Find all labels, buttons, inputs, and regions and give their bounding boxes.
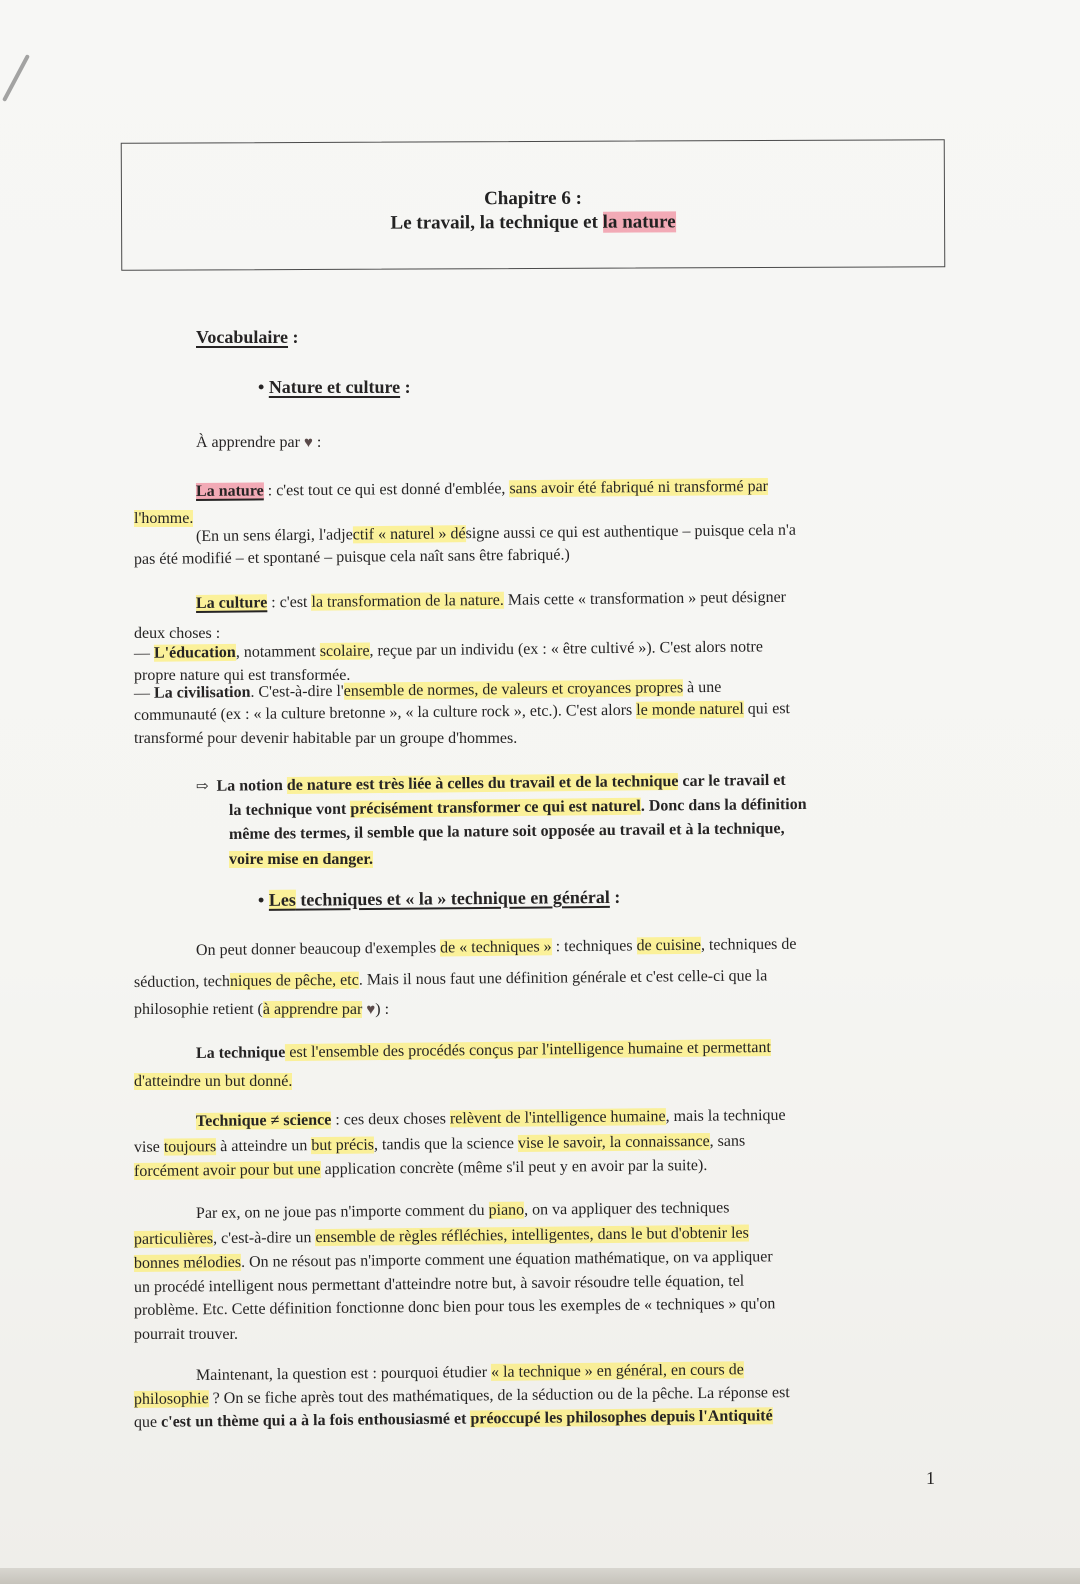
culture-civilisation-line3: transformé pour devenir habitable par un groupe d'hommes. (134, 730, 518, 747)
highlight: la transformation de la nature. (311, 591, 504, 611)
text: même des termes, il semble que la nature soit opposée au travail et à la technique, (228, 820, 785, 843)
text: application concrète (même s'il peut y en avoir par la suite). (320, 1156, 708, 1179)
text: à une (683, 678, 722, 697)
learn-text: À apprendre par (196, 434, 304, 451)
section-heading-nature-culture (258, 377, 411, 397)
culture-civilisation-line2 (134, 699, 790, 726)
term-civilisation: La civilisation (153, 683, 251, 702)
scan-edge (0, 1568, 1080, 1584)
technique-vs-science-line3 (134, 1156, 708, 1182)
highlight: à apprendre par (262, 1001, 363, 1018)
bold-text: c'est un thème qui a à la fois enthousiasmé et (161, 1410, 471, 1431)
text: Mais cette « transformation » peut désigner (503, 588, 787, 609)
highlight: relèvent de l'intelligence humaine (449, 1108, 666, 1128)
term-culture: La culture (195, 594, 268, 612)
text: : techniques (551, 937, 637, 956)
vocab-heading-text: Vocabulaire (196, 327, 289, 347)
highlight: piano (488, 1201, 525, 1219)
text: La notion (216, 777, 287, 795)
text: , notamment (235, 643, 320, 661)
highlight: Les (268, 889, 296, 910)
culture-education-line2: propre nature qui est transformée. (134, 667, 351, 684)
section-heading-text (269, 887, 610, 910)
highlight: d'atteindre un but donné. (134, 1073, 293, 1090)
heart-icon: ♥ (303, 435, 313, 451)
vocab-heading (196, 327, 299, 347)
nature-definition-line3 (196, 521, 796, 547)
pen-mark (2, 54, 30, 102)
highlight: de nature est très liée à celles du travail et de la technique (286, 772, 679, 795)
learn-by-heart-note (196, 433, 321, 453)
highlight: but précis (311, 1136, 375, 1155)
colon: : (609, 886, 621, 907)
highlight: de cuisine (636, 936, 702, 955)
techniques-intro-line2 (134, 966, 767, 993)
term-education: L'éducation (153, 643, 236, 662)
text: . C'est-à-dire l' (250, 682, 344, 701)
example-line3 (134, 1247, 773, 1274)
text: ? On se fiche après tout des mathématiques, de la séduction ou de la pêche. La réponse est (208, 1384, 790, 1408)
technique-definition-line2 (134, 1072, 292, 1092)
highlight: est l'ensemble des procédés conçus par l'intelligence humaine et permettant (285, 1038, 771, 1062)
chapter-number: Chapitre 6 : (484, 187, 582, 210)
highlight: philosophie (133, 1390, 209, 1408)
colon: : (400, 377, 411, 397)
highlight: scolaire (319, 642, 370, 661)
technique-definition-line1 (196, 1038, 771, 1064)
text: séduction, tech (133, 972, 231, 991)
bullet-icon: • (257, 889, 265, 910)
text: techniques et « la » technique en général (295, 886, 610, 910)
highlight: voire mise en danger. (229, 851, 373, 868)
question-line2 (134, 1383, 790, 1410)
highlight: de « techniques » (440, 938, 552, 957)
highlight: particulières (133, 1230, 214, 1248)
text: , tandis que la science (373, 1134, 518, 1154)
colon: : (288, 327, 299, 347)
text: : ces deux choses (331, 1110, 451, 1129)
highlight: ensemble de règles réfléchies, intelligentes, dans le but d'obtenir les (315, 1224, 749, 1247)
text: la technique vont (228, 800, 351, 819)
highlight: l'homme. (134, 510, 194, 527)
arrow-right-icon: ⇨ (195, 778, 209, 795)
text: . Donc dans la définition (640, 795, 807, 815)
highlight: toujours (163, 1138, 217, 1156)
example-line4: un procédé intelligent nous permettant d'atteindre notre but, à savoir résoudre telle équation, tel (133, 1272, 745, 1296)
section-heading-techniques (258, 887, 620, 910)
highlight: bonnes mélodies (133, 1253, 242, 1272)
text: ) : (375, 1001, 390, 1018)
highlight: vise le savoir, la connaissance (517, 1132, 710, 1152)
term-technique-vs-science: Technique ≠ science (195, 1111, 332, 1130)
text: philosophie retient ( (134, 1001, 263, 1018)
text: , mais la technique (665, 1106, 786, 1126)
text: vise (133, 1138, 164, 1156)
chapter-title-text: Le travail, la technique et (390, 211, 603, 234)
conclusion-line4 (229, 850, 373, 870)
techniques-intro-line1 (196, 935, 797, 961)
highlight: le monde naturel (636, 700, 744, 719)
section-heading-text: Nature et culture (268, 377, 401, 397)
text: . Mais il nous faut une définition générale et c'est celle-ci que la (358, 967, 768, 989)
question-line3 (134, 1406, 773, 1433)
text: , reçue par un individu (ex : « être cultivé »). C'est alors notre (369, 638, 764, 660)
chapter-title-highlight: la nature (602, 211, 676, 233)
techniques-intro-line3 (134, 1000, 389, 1020)
example-line6: pourrait trouver. (134, 1326, 238, 1343)
bullet-icon: • (258, 377, 265, 397)
technique-vs-science-line1 (196, 1106, 786, 1132)
text: signe aussi ce qui est authentique – puisque cela n'a (465, 521, 797, 543)
term-technique: La technique (195, 1044, 286, 1062)
highlight: forcément avoir pour but une (133, 1161, 321, 1180)
text: Par ex, on ne joue pas n'importe comment du (195, 1201, 489, 1222)
page-number: 1 (926, 1468, 935, 1488)
text: qui est (743, 700, 791, 718)
example-line1 (196, 1198, 730, 1224)
nature-definition-line1 (196, 477, 768, 502)
text: , techniques de (700, 935, 797, 954)
nature-definition-line2 (134, 509, 193, 529)
text: à atteindre un (216, 1137, 312, 1156)
text: , sans (709, 1132, 746, 1150)
text: . On ne résout pas n'importe comment une équation mathématique, on va appliquer (240, 1248, 773, 1271)
conclusion-line1 (196, 771, 786, 797)
text: : c'est (267, 593, 312, 612)
term-nature: La nature (195, 482, 264, 500)
text: car le travail et (678, 771, 786, 790)
text: : c'est tout ce qui est donné d'emblée, (263, 480, 510, 500)
highlight: sans avoir été fabriqué ni transformé par (509, 478, 769, 498)
dash: — (133, 644, 155, 662)
nature-definition-line4: pas été modifié – et spontané – puisque cela naît sans être fabriqué.) (133, 546, 570, 568)
chapter-title-box (121, 139, 946, 271)
question-line1 (196, 1360, 744, 1386)
dash: — (133, 684, 155, 702)
highlight: niques de pêche, etc (229, 971, 359, 990)
text: communauté (ex : « la culture bretonne », « la culture rock », etc.). C'est alors (133, 701, 637, 724)
highlight: « la technique » en général, en cours de (490, 1361, 744, 1381)
culture-definition-line1 (196, 588, 786, 614)
culture-definition-line2: deux choses : (134, 625, 221, 642)
chapter-title (122, 210, 944, 236)
text: (En un sens élargi, l'adje (195, 526, 353, 545)
text: Maintenant, la question est : pourquoi étudier (195, 1363, 492, 1384)
heart-icon: ♥ (366, 1002, 376, 1018)
highlight: ensemble de normes, de valeurs et croyances propres (343, 679, 684, 700)
text: , on va appliquer des techniques (524, 1199, 730, 1219)
text: que (133, 1413, 162, 1431)
technique-vs-science-line2 (134, 1132, 745, 1158)
highlight: précisément transformer ce qui est naturel (350, 797, 641, 818)
conclusion-line2 (229, 795, 807, 821)
text: On peut donner beaucoup d'exemples (195, 939, 441, 959)
example-line5: problème. Etc. Cette définition fonctionne donc bien pour tous les exemples de « techniques » qu'on (133, 1295, 776, 1319)
colon: : (312, 434, 322, 451)
example-line2 (134, 1224, 749, 1250)
highlight: préoccupé les philosophes depuis l'Antiquité (470, 1407, 773, 1428)
highlight: ctif « naturel » dé (352, 525, 466, 544)
conclusion-line3 (229, 819, 785, 845)
culture-education-line (134, 637, 763, 664)
text: , c'est-à-dire un (212, 1229, 316, 1248)
